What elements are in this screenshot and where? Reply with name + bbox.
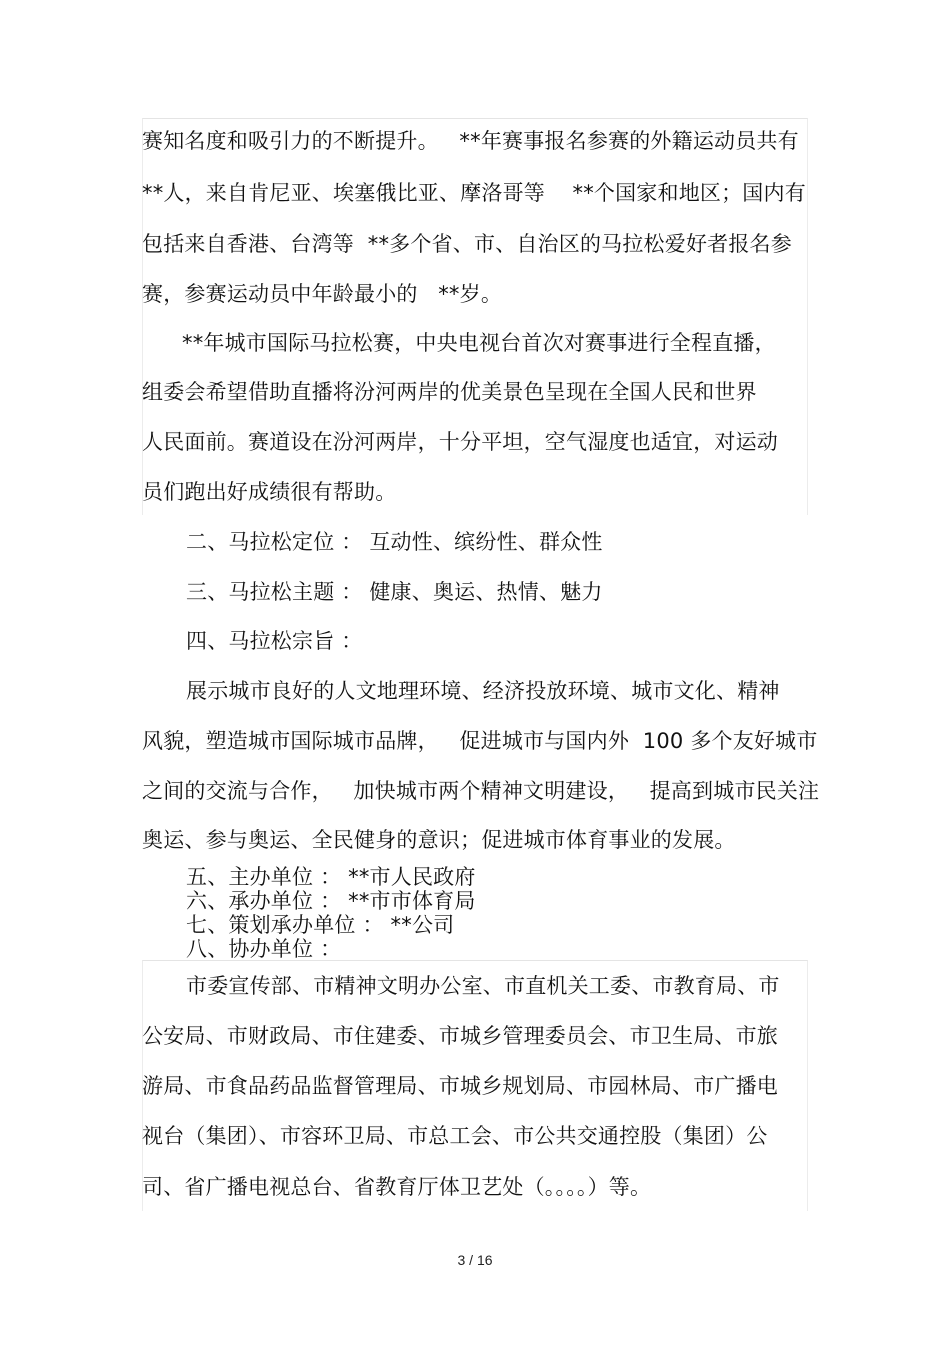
unit-planner: 七、策划承办单位 ： **公司 — [186, 913, 455, 937]
paragraph4-line-1: 市委宣传部、市精神文明办公室、市直机关工委、市教育局、市 — [186, 974, 780, 998]
text-frame-top — [142, 118, 808, 515]
paragraph2-line-1: **年城市国际马拉松赛，中央电视台首次对赛事进行全程直播， — [182, 331, 776, 355]
unit-host: 五、主办单位 ： **市人民政府 — [186, 865, 476, 889]
paragraph3-line-4: 奥运、参与奥运、全民健身的意识；促进城市体育事业的发展。 — [142, 828, 736, 852]
paragraph3-line-1: 展示城市良好的人文地理环境、经济投放环境、城市文化、精神 — [186, 679, 780, 703]
page-number: 3 / 16 — [457, 1252, 493, 1268]
paragraph4-line-4: 视台（集团）、市容环卫局、市总工会、市公共交通控股（集团）公 — [142, 1124, 768, 1148]
paragraph4-line-2: 公安局、市财政局、市住建委、市城乡管理委员会、市卫生局、市旅 — [142, 1024, 778, 1048]
section-positioning: 二、马拉松定位 ： 互动性、缤纷性、群众性 — [186, 530, 603, 554]
paragraph1-line-4: 赛，参赛运动员中年龄最小的 **岁。 — [142, 282, 503, 306]
paragraph2-line-2: 组委会希望借助直播将汾河两岸的优美景色呈现在全国人民和世界 — [142, 380, 757, 404]
section-purpose-heading: 四、马拉松宗旨 ： — [186, 629, 363, 653]
paragraph1-line-2: **人，来自肯尼亚、埃塞俄比亚、摩洛哥等 **个国家和地区；国内有 — [142, 181, 806, 205]
paragraph4-line-5: 司、省广播电视总台、省教育厅体卫艺处（。。。。）等。 — [142, 1175, 652, 1199]
section-theme: 三、马拉松主题 ： 健康、奥运、热情、魅力 — [186, 580, 603, 604]
unit-organizer: 六、承办单位 ： **市市体育局 — [186, 889, 476, 913]
paragraph2-line-3: 人民面前。赛道设在汾河两岸，十分平坦，空气湿度也适宜，对运动 — [142, 430, 778, 454]
paragraph3-line-3: 之间的交流与合作， 加快城市两个精神文明建设， 提高到城市民关注 — [142, 779, 820, 803]
unit-co-organizer-heading: 八、协办单位 ： — [186, 937, 342, 961]
paragraph3-line-2: 风貌，塑造城市国际城市品牌， 促进城市与国内外 100 多个友好城市 — [142, 729, 818, 753]
paragraph1-line-3: 包括来自香港、台湾等 **多个省、市、自治区的马拉松爱好者报名参 — [142, 232, 792, 256]
paragraph1-line-1: 赛知名度和吸引力的不断提升。 **年赛事报名参赛的外籍运动员共有 — [142, 129, 799, 153]
paragraph2-line-4: 员们跑出好成绩很有帮助。 — [142, 480, 397, 504]
paragraph4-line-3: 游局、市食品药品监督管理局、市城乡规划局、市园林局、市广播电 — [142, 1074, 778, 1098]
